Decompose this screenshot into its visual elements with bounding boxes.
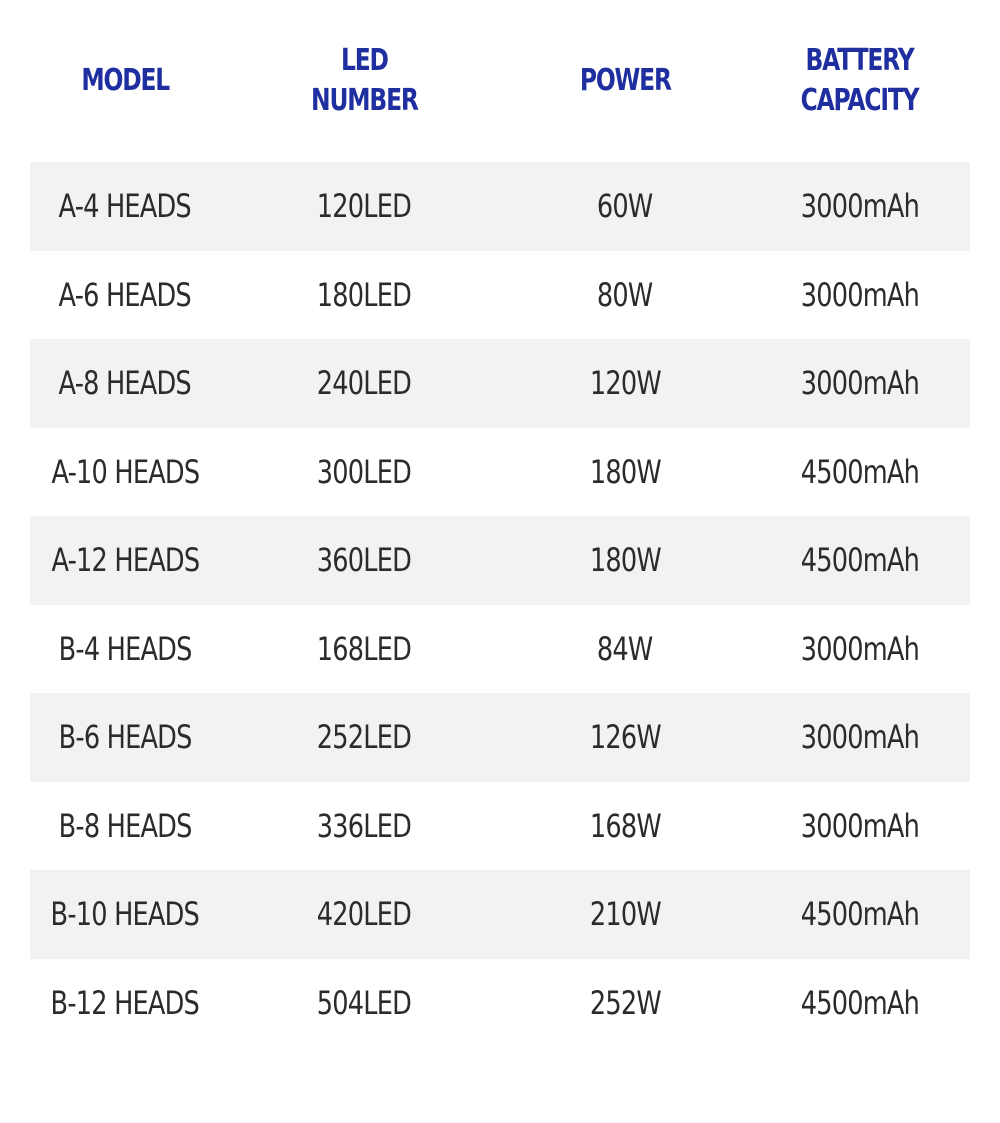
header-battery-capacity-label: BATTERY CAPACITY: [801, 43, 919, 118]
table-row: [30, 516, 970, 605]
battery-cell: [780, 251, 940, 340]
model-value: B-8 HEADS: [58, 806, 192, 845]
header-led-number-label: LED NUMBER: [310, 43, 418, 118]
led-value: 420LED: [316, 895, 412, 934]
table-header: [0, 0, 1000, 162]
model-value: A-8 HEADS: [58, 364, 192, 403]
power-value: 252W: [589, 983, 661, 1022]
battery-value: 4500mAh: [800, 452, 920, 491]
model-value: B-4 HEADS: [58, 629, 192, 668]
header-model: [30, 0, 220, 162]
model-cell: [30, 516, 220, 605]
led-value: 240LED: [316, 364, 412, 403]
model-value: B-6 HEADS: [58, 718, 192, 757]
model-value: B-10 HEADS: [50, 895, 200, 934]
battery-cell: [780, 162, 940, 251]
header-led-number: [284, 0, 444, 162]
led-cell: [284, 428, 444, 517]
model-cell: [30, 339, 220, 428]
power-cell: [540, 605, 710, 694]
power-value: 126W: [589, 718, 661, 757]
power-value: 120W: [589, 364, 661, 403]
power-cell: [540, 870, 710, 959]
led-cell: [284, 516, 444, 605]
led-value: 336LED: [316, 806, 412, 845]
battery-cell: [780, 959, 940, 1048]
battery-cell: [780, 339, 940, 428]
battery-value: 4500mAh: [800, 895, 920, 934]
model-cell: [30, 162, 220, 251]
model-value: A-4 HEADS: [58, 187, 192, 226]
power-cell: [540, 516, 710, 605]
power-cell: [540, 162, 710, 251]
model-cell: [30, 251, 220, 340]
led-cell: [284, 605, 444, 694]
power-value: 210W: [589, 895, 661, 934]
battery-cell: [780, 693, 940, 782]
table-row: [30, 693, 970, 782]
power-cell: [540, 782, 710, 871]
table-row: [30, 339, 970, 428]
power-value: 168W: [589, 806, 661, 845]
battery-cell: [780, 870, 940, 959]
led-cell: [284, 870, 444, 959]
battery-value: 4500mAh: [800, 541, 920, 580]
header-power: [540, 0, 710, 162]
led-cell: [284, 162, 444, 251]
led-value: 252LED: [316, 718, 412, 757]
battery-value: 3000mAh: [800, 275, 920, 314]
model-cell: [30, 428, 220, 517]
model-cell: [30, 959, 220, 1048]
model-value: B-12 HEADS: [50, 983, 200, 1022]
power-cell: [540, 693, 710, 782]
battery-value: 3000mAh: [800, 629, 920, 668]
led-value: 120LED: [316, 187, 412, 226]
table-row: [30, 251, 970, 340]
power-value: 84W: [597, 629, 653, 668]
power-value: 180W: [589, 452, 661, 491]
battery-value: 3000mAh: [800, 187, 920, 226]
led-value: 180LED: [316, 275, 412, 314]
table-row: [30, 959, 970, 1048]
led-value: 300LED: [316, 452, 412, 491]
model-value: A-10 HEADS: [51, 452, 199, 491]
battery-cell: [780, 605, 940, 694]
led-value: 504LED: [316, 983, 412, 1022]
led-cell: [284, 782, 444, 871]
power-cell: [540, 959, 710, 1048]
table-row: [30, 605, 970, 694]
led-cell: [284, 959, 444, 1048]
led-value: 168LED: [316, 629, 412, 668]
led-cell: [284, 339, 444, 428]
table-row: [30, 870, 970, 959]
table-row: [30, 162, 970, 251]
model-cell: [30, 605, 220, 694]
model-value: A-12 HEADS: [51, 541, 199, 580]
table-body: [30, 162, 970, 1047]
led-cell: [284, 251, 444, 340]
power-value: 80W: [597, 275, 653, 314]
battery-value: 4500mAh: [800, 983, 920, 1022]
model-cell: [30, 782, 220, 871]
header-power-label: POWER: [579, 63, 671, 98]
table-row: [30, 428, 970, 517]
led-cell: [284, 693, 444, 782]
power-value: 60W: [597, 187, 653, 226]
table-row: [30, 782, 970, 871]
battery-value: 3000mAh: [800, 364, 920, 403]
power-cell: [540, 251, 710, 340]
battery-cell: [780, 428, 940, 517]
model-cell: [30, 693, 220, 782]
power-cell: [540, 428, 710, 517]
model-value: A-6 HEADS: [58, 275, 192, 314]
model-cell: [30, 870, 220, 959]
battery-value: 3000mAh: [800, 806, 920, 845]
power-cell: [540, 339, 710, 428]
power-value: 180W: [589, 541, 661, 580]
battery-cell: [780, 516, 940, 605]
header-battery-capacity: [780, 0, 940, 162]
led-value: 360LED: [316, 541, 412, 580]
battery-cell: [780, 782, 940, 871]
header-model-label: MODEL: [81, 63, 169, 98]
battery-value: 3000mAh: [800, 718, 920, 757]
